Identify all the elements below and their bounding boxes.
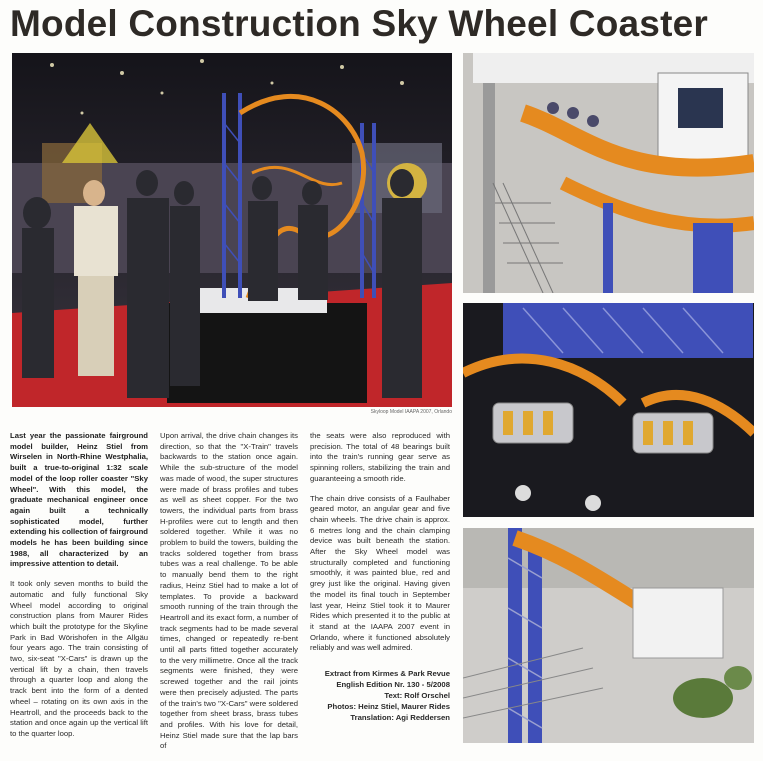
photo-station-model — [463, 53, 754, 293]
byline-photos: Photos: Heinz Stiel, Maurer Rides — [327, 702, 450, 712]
article-byline — [310, 668, 450, 723]
body-paragraph: The chain drive consists of a Faulhaber geared motor, an angular gear and five chain wheels. The drive chain is approx. 6 metres long and the chain clamping device was built beneath the station. After the Sky Wheel model was structurally completed and functioning smoothly, it was painted blue, red and grey just like the original. Having given the model its final touch in September last year, Heinz Stiel took it to Maurer Rides which presented it to the public at it stand at the IAAPA 2007 event in Orlando, where it functioned absolutely reliably and was well admired. — [310, 493, 450, 653]
byline-edition: English Edition Nr. 130 - 5/2008 — [336, 680, 450, 690]
body-paragraph: the seats were also reproduced with precision. The total of 48 bearings built into the train's running gear serve as spinning rollers, stabilizing the train and guaranteeing a smooth ride. — [310, 431, 450, 483]
text-column-3 — [310, 431, 450, 723]
photo-model-layout — [463, 528, 754, 743]
photo-xcars-closeup — [463, 303, 754, 517]
text-column-1 — [10, 431, 148, 749]
byline-text-author: Text: Rolf Orschel — [384, 691, 450, 701]
byline-translation: Translation: Agi Reddersen — [350, 713, 450, 723]
body-paragraph: Upon arrival, the drive chain changes its direction, so that the "X-Train" travels backwards to the station once again. While the sub-structure of the model was made of wood, the super structures were made of brass profiles and tubes as well as sheet copper. For the two towers, the individual parts from brass H-profiles were cut to length and then soldered together. While it was no problem to build the towers, building the tracks soldered together from brass tubes was a real challenge. To be able to manually bend them to the right radius, Heinz Stiel had to make a lot of templates. To provide a backward smooth running of the train through the Heartroll and its exact form, a number of track segments had to be made several times, changed or repeatedly re-bent until all parts fitted together accurately to the very millimetre. Once all the track segments were finished, they were screwed together and the rail joints were then precisely adjusted. The parts of the train's two "X-Cars" were soldered together from sheet brass, brass tubes and profiles. With his love for detail, Heinz Stiel made sure that the lap bars of — [160, 431, 298, 751]
article-title: Model Construction Sky Wheel Coaster — [10, 3, 708, 44]
byline-source: Extract from Kirmes & Park Revue — [324, 669, 450, 679]
text-column-2 — [160, 431, 298, 761]
lead-paragraph: Last year the passionate fairground model builder, Heinz Stiel from Wirselen in North-Rhine Westphalia, built a true-to-original 1:32 scale model of the loop roller coaster "Sky Wheel". With this model, the graduate mechanical engineer once again built a technically sophisticated model, further extending his collection of fairground models he has been building since 1988, all characterized by an impressive attention to detail. — [10, 431, 148, 569]
body-paragraph: It took only seven months to build the automatic and fully functional Sky Wheel model according to original construction plans from Maurer Rides which built the prototype for the Skyline Park in Bad Wörishofen in the Allgäu four years ago. The train consisting of two, six-seat "X-Cars" is drawn up the vertical lift by a chain, then travels through a quarter loop and along the track bent into the form of a dented wheel – rotating on its own axis in the Heartroll, and the proceeds back to the station and once again up the vertical lift to the quarter loop. — [10, 579, 148, 738]
main-photo-trade-show — [12, 53, 452, 407]
photo-credit: Skyloop Model IAAPA 2007, Orlando — [370, 409, 452, 415]
